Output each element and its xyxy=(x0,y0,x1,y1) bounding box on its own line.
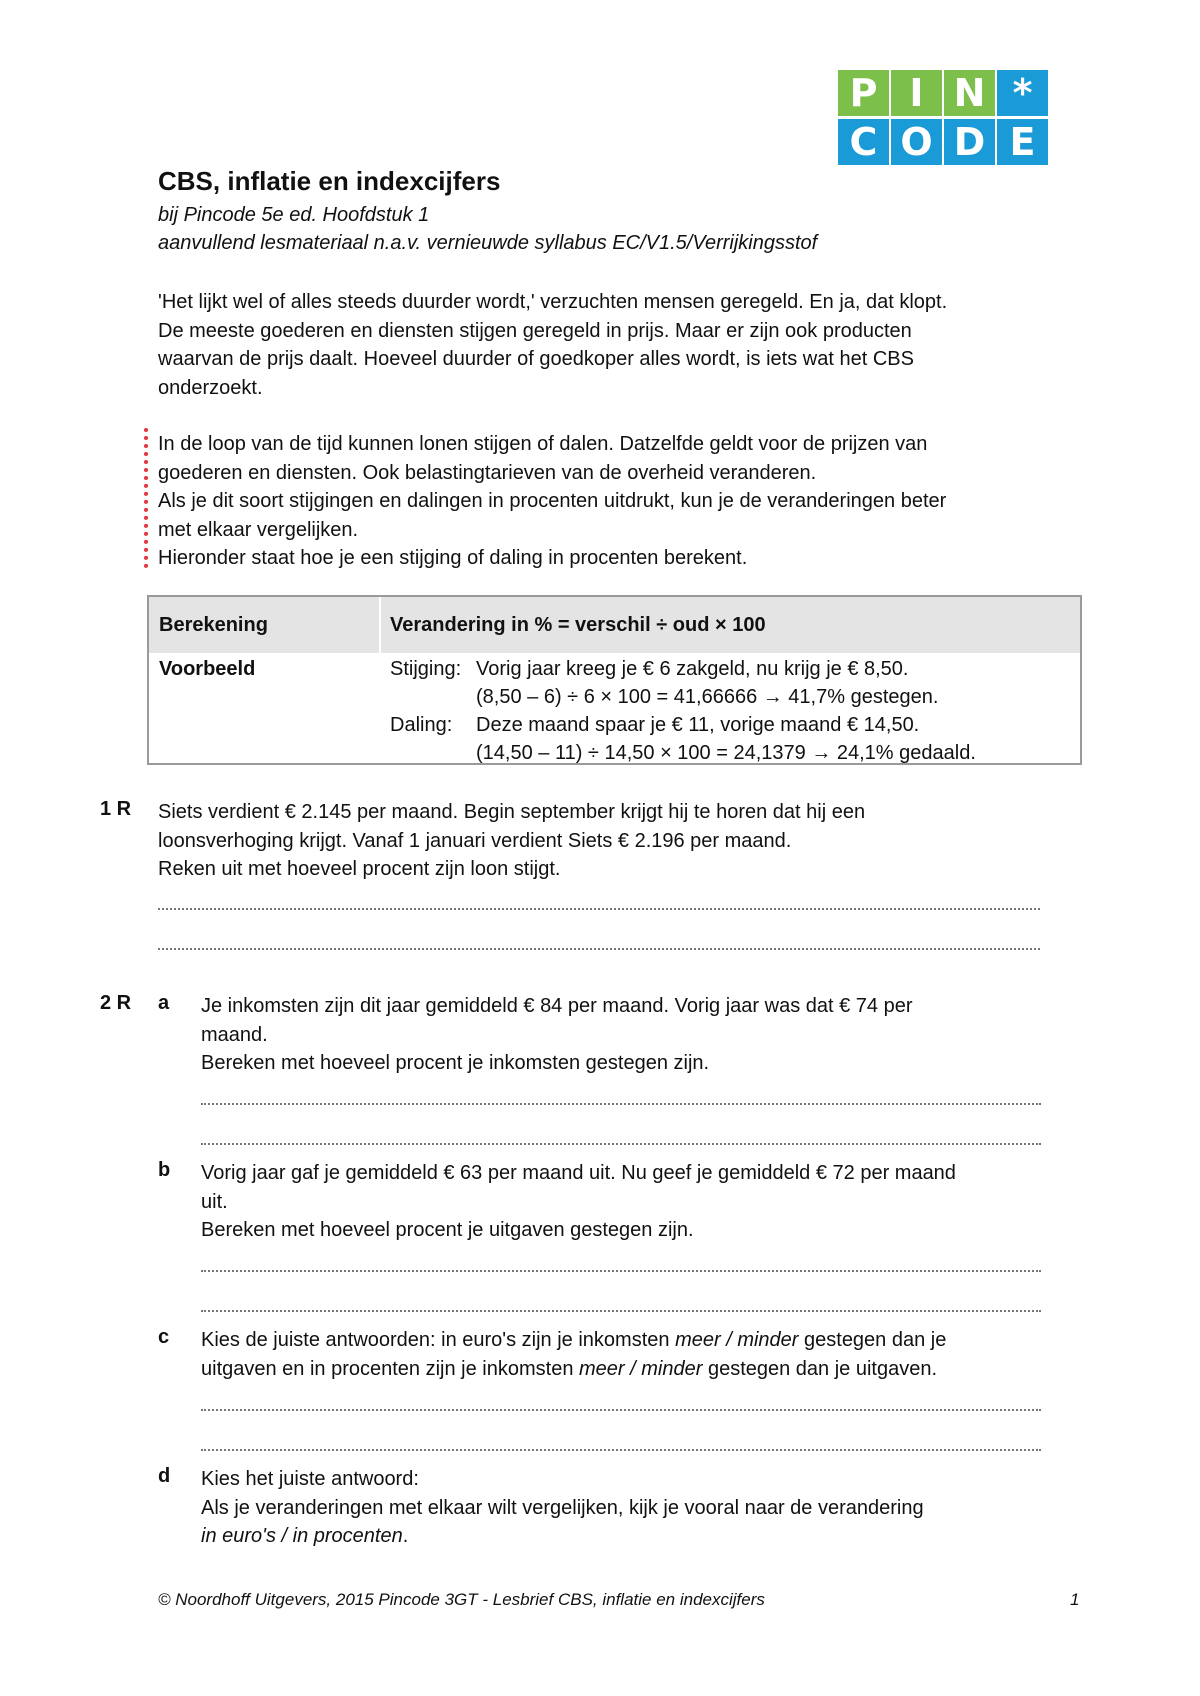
table-divider xyxy=(379,597,381,653)
choice-option[interactable]: meer / minder xyxy=(675,1329,799,1351)
subquestion-letter: d xyxy=(158,1465,171,1487)
theory-paragraph xyxy=(158,430,1058,573)
answer-line[interactable] xyxy=(201,1103,1041,1105)
page-number: 1 xyxy=(1070,1590,1080,1609)
text-line xyxy=(201,1355,1061,1384)
rise-label: Stijging: xyxy=(390,658,462,680)
text-line: waarvan de prijs daalt. Hoeveel duurder of goedkoper alles wordt, is iets wat het CBS xyxy=(158,348,914,370)
text-line: 'Het lijkt wel of alles steeds duurder wordt,' verzuchten mensen geregeld. En ja, dat klopt. xyxy=(158,291,948,313)
logo-tile: D xyxy=(944,119,995,165)
logo-tile: I xyxy=(891,70,942,116)
subquestion-letter: c xyxy=(158,1326,170,1348)
text-line: Als je dit soort stijgingen en dalingen in procenten uitdrukt, kun je de veranderingen beter xyxy=(158,490,947,512)
rise-calculation: (8,50 – 6) ÷ 6 × 100 = 41,66666 → 41,7% gestegen. xyxy=(476,686,939,708)
subquestion-letter: b xyxy=(158,1159,171,1181)
subquestion-letter: a xyxy=(158,992,170,1014)
text-line: De meeste goederen en diensten stijgen geregeld in prijs. Maar er zijn ook producten xyxy=(158,319,912,342)
intro-paragraph xyxy=(158,288,1058,402)
rise-text: Vorig jaar kreeg je € 6 zakgeld, nu krijg je € 8,50. xyxy=(476,658,909,680)
text-line: Hieronder staat hoe je een stijging of daling in procenten berekent. xyxy=(158,547,748,569)
text-line: Kies het juiste antwoord: xyxy=(201,1468,419,1490)
logo-tile: O xyxy=(891,119,942,165)
answer-line[interactable] xyxy=(201,1449,1041,1451)
text-line: onderzoekt. xyxy=(158,376,263,399)
choice-option[interactable]: in euro's / in procenten xyxy=(201,1525,403,1547)
table-header-formula: Verandering in % = verschil ÷ oud × 100 xyxy=(390,614,766,636)
logo-tile: P xyxy=(838,70,889,116)
fall-calculation: (14,50 – 11) ÷ 14,50 × 100 = 24,1379 → 24,1% gedaald. xyxy=(476,742,976,764)
answer-line[interactable] xyxy=(201,1143,1041,1145)
question-2d-text xyxy=(201,1465,1061,1551)
text-line: In de loop van de tijd kunnen lonen stijgen of dalen. Datzelfde geldt voor de prijzen van xyxy=(158,433,928,455)
logo-star-tile: * xyxy=(997,70,1048,116)
page-title: CBS, inflatie en indexcijfers xyxy=(158,166,501,196)
logo-tile: N xyxy=(944,70,995,116)
text-line: Bereken met hoeveel procent je uitgaven gestegen zijn. xyxy=(201,1219,694,1241)
answer-line[interactable] xyxy=(158,908,1040,910)
text-line: uit. xyxy=(201,1190,228,1213)
answer-line[interactable] xyxy=(158,948,1040,950)
text-line: goederen en diensten. Ook belastingtarieven van de overheid veranderen. xyxy=(158,461,817,484)
text-line: Reken uit met hoeveel procent zijn loon stijgt. xyxy=(158,858,561,880)
fall-label: Daling: xyxy=(390,714,453,736)
logo-tile: C xyxy=(838,119,889,165)
theory-marker xyxy=(144,428,148,568)
table-header-label: Berekening xyxy=(159,614,268,636)
answer-line[interactable] xyxy=(201,1310,1041,1312)
footer-text: © Noordhoff Uitgevers, 2015 Pincode 3GT - Lesbrief CBS, inflatie en indexcijfers xyxy=(158,1590,765,1609)
question-number: 2 R xyxy=(100,992,132,1014)
text-line: loonsverhoging krijgt. Vanaf 1 januari verdient Siets € 2.196 per maand. xyxy=(158,829,792,852)
text-line: met elkaar vergelijken. xyxy=(158,518,359,541)
pincode-logo xyxy=(838,70,1050,166)
text-span: gestegen dan je uitgaven. xyxy=(702,1357,938,1380)
text-line: Vorig jaar gaf je gemiddeld € 63 per maand uit. Nu geef je gemiddeld € 72 per maand xyxy=(201,1162,956,1184)
text-line: Siets verdient € 2.145 per maand. Begin september krijgt hij te horen dat hij een xyxy=(158,801,866,823)
question-2b-text xyxy=(201,1159,1061,1245)
calculation-table xyxy=(147,595,1082,765)
table-row-label: Voorbeeld xyxy=(159,658,256,680)
question-number: 1 R xyxy=(100,798,132,820)
subtitle: bij Pincode 5e ed. Hoofdstuk 1 xyxy=(158,204,430,226)
text-line xyxy=(201,1326,1061,1355)
text-span: uitgaven en in procenten zijn je inkomsten xyxy=(201,1357,580,1380)
text-line: Bereken met hoeveel procent je inkomsten gestegen zijn. xyxy=(201,1052,710,1074)
text-line: Als je veranderingen met elkaar wilt vergelijken, kijk je vooral naar de verandering xyxy=(201,1496,924,1519)
text-span: gestegen dan je xyxy=(798,1329,947,1351)
question-2a-text xyxy=(201,992,1061,1078)
text-span: Kies de juiste antwoorden: in euro's zijn je inkomsten xyxy=(201,1329,676,1351)
choice-option[interactable]: meer / minder xyxy=(579,1357,703,1380)
question-1-text xyxy=(158,798,1058,884)
subtitle: aanvullend lesmateriaal n.a.v. vernieuwde syllabus EC/V1.5/Verrijkingsstof xyxy=(158,232,818,254)
text-line xyxy=(201,1522,1061,1551)
text-span: . xyxy=(402,1525,409,1547)
text-line: maand. xyxy=(201,1023,268,1046)
answer-line[interactable] xyxy=(201,1270,1041,1272)
text-line: Je inkomsten zijn dit jaar gemiddeld € 84 per maand. Vorig jaar was dat € 74 per xyxy=(201,995,913,1017)
logo-tile: E xyxy=(997,119,1048,165)
answer-line[interactable] xyxy=(201,1409,1041,1411)
question-2c-text xyxy=(201,1326,1061,1383)
fall-text: Deze maand spaar je € 11, vorige maand € 14,50. xyxy=(476,714,920,736)
